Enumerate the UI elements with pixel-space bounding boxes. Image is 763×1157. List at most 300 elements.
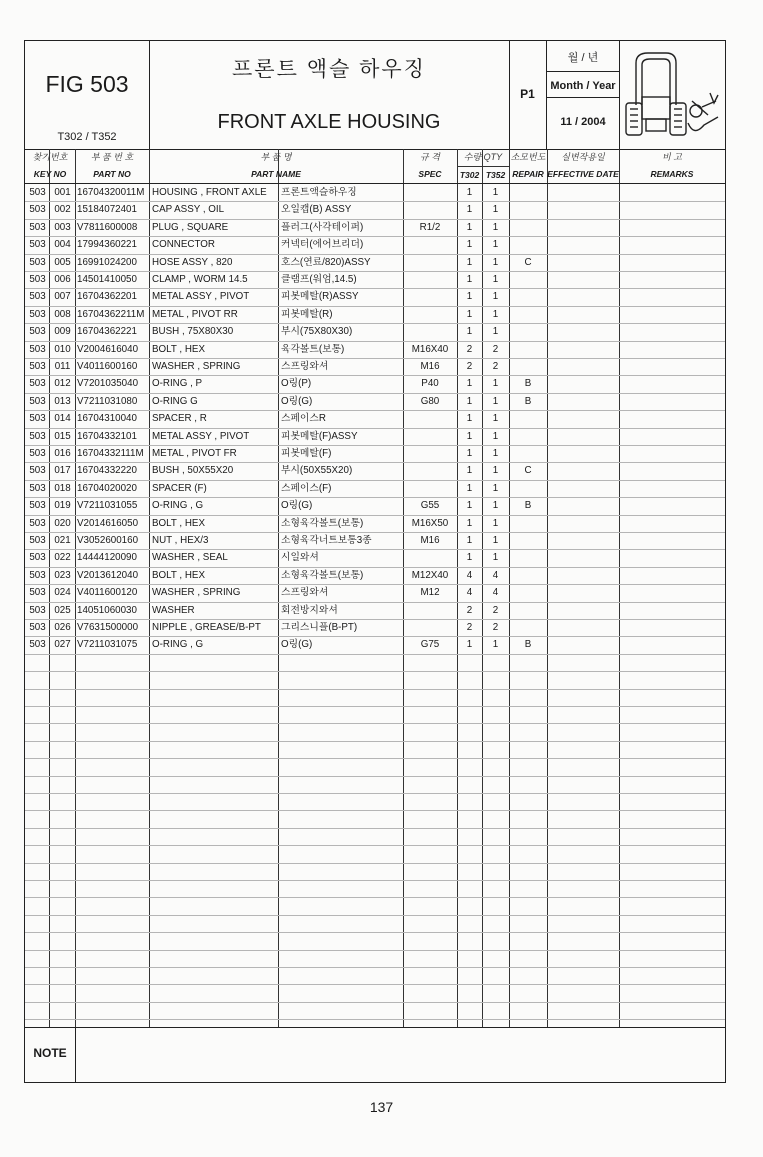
cell-name-en: METAL , PIVOT FR [152,448,237,459]
table-row [25,897,725,915]
cell-part: V7811600008 [77,221,138,233]
title-english: FRONT AXLE HOUSING [217,111,441,133]
cell-name-en: CAP ASSY , OIL [152,204,225,216]
note-label: NOTE [33,1046,67,1060]
cell-q1: 2 [466,604,473,616]
cell-q1: 1 [466,482,473,494]
cell-part: V7211031075 [77,639,138,651]
cell-spec: M16X40 [411,343,449,355]
cell-repair [509,584,547,601]
cell-key: 026 [54,622,71,633]
cell-fig: 503 [29,204,46,216]
cell-name-en: O-RING , G [152,500,204,512]
cell-name-ko: O링(G) [281,500,313,512]
cell-part: V7631500000 [77,622,139,633]
cell-q2: 2 [492,361,499,372]
cell-name-ko: O링(G) [281,639,313,651]
col-key-ko: 찾기번호 [32,152,68,162]
note-area [25,1027,725,1084]
cell-q2: 1 [492,482,499,494]
cell-name-en: METAL ASSY , PIVOT [152,430,250,442]
cell-q2: 1 [492,639,499,651]
table-row [25,950,725,968]
col-t302: T302 [457,166,482,184]
cell-fig: 503 [29,482,46,494]
cell-name-ko: 피봇메탈(R)ASSY [281,291,359,303]
cell-name-ko: 스페이스R [281,413,326,425]
cell-name-ko: 피봇메탈(R) [281,308,333,320]
table-row [25,706,725,724]
cell-spec: P40 [421,378,439,390]
cell-q2: 2 [492,604,499,616]
cell-q1: 1 [466,204,473,216]
col-eff: EFFECTIVE DATE [547,169,619,179]
parts-sheet [24,40,726,1083]
cell-spec [403,445,457,462]
cell-part: 17994360221 [77,239,137,251]
cell-q1: 4 [466,569,473,581]
cell-part: 16704362221 [77,326,137,338]
cell-q1: 1 [466,326,473,338]
cell-fig: 503 [29,535,46,546]
cell-key: 003 [54,221,71,233]
cell-part: 16704362201 [77,291,137,303]
cell-q2: 1 [492,465,499,477]
table-row [25,306,725,324]
cell-q2: 4 [492,569,499,581]
cell-key: 005 [54,256,71,268]
cell-name-en: BOLT , HEX [152,343,205,355]
col-eff-ko: 실변작용일 [561,152,605,162]
table-row [25,288,725,306]
cell-q2: 1 [492,308,499,320]
cell-name-en: WASHER , SPRING [152,587,241,599]
page-code: P1 [520,87,535,101]
table-row [25,845,725,863]
cell-name-en: BOLT , HEX [152,517,205,529]
cell-repair [509,619,547,636]
col-remarks-ko: 비 고 [662,152,682,162]
table-row [25,497,725,515]
cell-repair [509,567,547,584]
table-row [25,184,725,202]
cell-key: 011 [54,361,71,372]
cell-spec: M16 [420,361,440,372]
cell-spec [403,480,457,497]
page-number: 137 [369,1099,394,1115]
cell-fig: 503 [29,517,46,529]
cell-repair: C [524,256,532,268]
table-row [25,619,725,637]
cell-spec [403,428,457,445]
cell-name-en: SPACER (F) [152,482,207,494]
table-row [25,828,725,846]
col-remarks: REMARKS [650,169,694,179]
cell-name-en: BUSH , 75X80X30 [152,326,234,338]
cell-spec: M16 [420,535,440,546]
cell-q1: 1 [466,430,473,442]
cell-key: 021 [54,535,71,546]
cell-name-en: HOSE ASSY , 820 [152,256,233,268]
cell-part: 16704332220 [77,465,137,477]
cell-name-en: PLUG , SQUARE [152,221,229,233]
cell-fig: 503 [29,361,46,372]
cell-part: 16704362211M [77,308,145,320]
cell-q2: 1 [492,326,499,338]
cell-name-ko: 소형육각너트보통3종 [281,535,372,546]
cell-repair [509,428,547,445]
cell-fig: 503 [29,239,46,251]
col-repair-ko: 소모번도 [510,152,546,162]
cell-spec [403,306,457,323]
col-part-ko: 부 품 번 호 [90,152,134,162]
cell-spec [403,549,457,566]
cell-repair [509,288,547,305]
cell-q1: 1 [466,552,473,564]
table-row [25,219,725,237]
cell-part: V3052600160 [77,535,139,546]
cell-spec [403,254,457,271]
cell-part: 14501410050 [77,274,137,285]
cell-q1: 1 [466,378,473,390]
table-row [25,567,725,585]
cell-part: V2013612040 [77,569,139,581]
cell-name-en: WASHER [152,604,195,616]
cell-key: 019 [54,500,71,512]
cell-spec [403,201,457,218]
table-row [25,271,725,289]
cell-repair [509,219,547,236]
cell-key: 006 [54,274,71,285]
cell-q2: 1 [492,378,499,390]
cell-part: V7211031055 [77,500,138,512]
cell-name-en: METAL ASSY , PIVOT [152,291,250,303]
cell-name-ko: 스프링와셔 [281,587,329,599]
cell-name-ko: 클램프(워엄,14.5) [281,274,357,285]
cell-name-en: BUSH , 50X55X20 [152,465,234,477]
cell-key: 014 [54,413,71,425]
cell-fig: 503 [29,221,46,233]
table-row [25,810,725,828]
cell-key: 027 [54,639,71,651]
cell-key: 023 [54,569,71,581]
col-repair: REPAIR [512,169,544,179]
cell-name-ko: 피봇메탈(F)ASSY [281,430,358,442]
cell-fig: 503 [29,326,46,338]
cell-fig: 503 [29,552,46,564]
cell-name-ko: 프론트액슬하우징 [281,187,357,198]
table-row [25,932,725,950]
cell-spec: G55 [420,500,440,512]
cell-q2: 1 [492,448,499,459]
cell-repair [509,306,547,323]
cell-part: 16991024200 [77,256,137,268]
cell-part: 16704020020 [77,482,137,494]
cell-repair [509,602,547,619]
cell-fig: 503 [29,395,46,407]
cell-q2: 1 [492,517,499,529]
cell-part: 14051060030 [77,604,137,616]
cell-q1: 1 [466,448,473,459]
cell-part: 16704332111M [77,448,144,459]
cell-name-en: METAL , PIVOT RR [152,308,238,320]
cell-repair [509,201,547,218]
table-row [25,393,725,411]
table-row [25,480,725,498]
cell-part: V7211031080 [77,395,138,407]
cell-repair [509,410,547,427]
cell-q2: 2 [492,343,499,355]
cell-q1: 1 [466,187,473,198]
table-row [25,636,725,654]
cell-name-en: SPACER , R [152,413,207,425]
cell-repair [509,480,547,497]
cell-key: 025 [54,604,71,616]
cell-repair: B [524,639,532,651]
cell-spec [403,271,457,288]
title-korean: 프론트 액슬 하우징 [232,58,426,81]
table-row [25,201,725,219]
cell-q1: 1 [466,517,473,529]
table-row [25,602,725,620]
cell-q2: 2 [492,622,499,633]
cell-name-ko: 스페이스(F) [281,482,332,494]
table-row [25,462,725,480]
cell-q2: 1 [492,239,499,251]
cell-repair [509,323,547,340]
cell-key: 022 [54,552,71,564]
cell-fig: 503 [29,465,46,477]
cell-q2: 1 [492,256,499,268]
cell-key: 004 [54,239,71,251]
table-row [25,375,725,393]
cell-name-ko: 소형육각볼트(보통) [281,569,364,581]
col-key: KEY NO [33,169,67,179]
table-row [25,793,725,811]
cell-name-ko: O링(P) [281,378,312,390]
cell-fig: 503 [29,308,46,320]
cell-key: 016 [54,448,71,459]
cell-name-en: WASHER , SEAL [152,552,228,564]
cell-q2: 1 [492,395,499,407]
cell-spec [403,288,457,305]
cell-q2: 1 [492,430,499,442]
cell-part: V2004616040 [77,343,139,355]
cell-q1: 1 [466,256,473,268]
col-name: PART NAME [251,169,301,179]
cell-fig: 503 [29,604,46,616]
cell-q1: 1 [466,500,473,512]
cell-spec: M12X40 [411,569,449,581]
table-row [25,428,725,446]
month-year-label: Month / Year [550,80,616,92]
cell-part: 16704310040 [77,413,137,425]
cell-part: 16704332101 [77,430,137,442]
cell-part: 14444120090 [77,552,137,564]
cell-repair [509,236,547,253]
cell-q2: 1 [492,500,499,512]
cell-key: 018 [54,482,71,494]
table-row [25,915,725,933]
cell-part: V7201035040 [77,378,139,390]
cell-name-ko: O링(G) [281,395,313,407]
table-row [25,584,725,602]
cell-repair [509,532,547,549]
cell-name-en: O-RING G [152,395,198,407]
table-row [25,515,725,533]
cell-name-ko: 커넥터(에어브리더) [281,239,364,251]
cell-repair: B [524,500,532,512]
table-row [25,984,725,1002]
cell-part: 15184072401 [77,204,137,216]
cell-repair [509,341,547,358]
cell-q2: 1 [492,204,499,216]
cell-q1: 1 [466,221,473,233]
cell-name-ko: 그리스니플(B-PT) [281,622,358,633]
cell-repair [509,271,547,288]
cell-part: V2014616050 [77,517,139,529]
col-qty-ko: 수량 QTY [463,152,503,162]
cell-repair: B [524,395,532,407]
cell-name-ko: 플러그(사각테이퍼) [281,221,364,233]
table-row [25,358,725,376]
column-header-english [25,166,725,184]
cell-name-ko: 부시(50X55X20) [281,465,353,477]
tractor-illustration-icon [622,45,722,143]
cell-spec [403,410,457,427]
cell-repair [509,549,547,566]
cell-key: 024 [54,587,71,599]
cell-name-en: HOUSING , FRONT AXLE [152,187,267,198]
cell-fig: 503 [29,500,46,512]
table-row [25,341,725,359]
cell-fig: 503 [29,639,46,651]
cell-name-ko: 회전방지와셔 [281,604,338,616]
cell-key: 015 [54,430,71,442]
cell-fig: 503 [29,256,46,268]
cell-q1: 1 [466,535,473,546]
table-row [25,654,725,672]
cell-spec: G75 [420,639,440,651]
cell-repair: B [524,378,532,390]
cell-fig: 503 [29,274,46,285]
cell-name-en: WASHER , SPRING [152,361,241,372]
cell-key: 009 [54,326,71,338]
cell-q1: 1 [466,308,473,320]
cell-repair: C [524,465,532,477]
cell-repair [509,445,547,462]
cell-repair [509,515,547,532]
figure-number: FIG 503 [45,71,129,97]
cell-fig: 503 [29,413,46,425]
table-row [25,880,725,898]
cell-fig: 503 [29,187,46,198]
cell-spec: G80 [420,395,440,407]
model-list: T302 / T352 [57,131,117,143]
col-part: PART NO [93,169,131,179]
cell-q2: 1 [492,291,499,303]
cell-spec [403,236,457,253]
table-row [25,723,725,741]
cell-q1: 1 [466,395,473,407]
table-row [25,863,725,881]
cell-q2: 1 [492,274,499,285]
cell-part: 16704320011M [77,187,145,198]
cell-spec [403,602,457,619]
cell-name-en: NUT , HEX/3 [152,535,209,546]
cell-part: V4011600120 [77,587,138,599]
cell-spec [403,619,457,636]
cell-fig: 503 [29,291,46,303]
cell-fig: 503 [29,430,46,442]
table-row [25,671,725,689]
cell-q2: 1 [492,413,499,425]
cell-spec [403,462,457,479]
cell-q2: 1 [492,187,499,198]
cell-spec [403,323,457,340]
cell-fig: 503 [29,622,46,633]
revision-date: 11 / 2004 [560,116,606,128]
cell-fig: 503 [29,378,46,390]
cell-name-ko: 소형육각볼트(보통) [281,517,364,529]
cell-repair [509,358,547,375]
cell-name-ko: 피봇메탈(F) [281,448,332,459]
table-row [25,532,725,550]
cell-spec [403,184,457,201]
cell-name-ko: 부시(75X80X30) [281,326,353,338]
cell-key: 002 [54,204,71,216]
cell-name-en: CLAMP , WORM 14.5 [152,274,248,285]
cell-key: 010 [54,343,71,355]
col-name-ko: 부 품 명 [260,152,292,162]
table-row [25,445,725,463]
cell-key: 008 [54,308,71,320]
cell-name-ko: 스프링와셔 [281,361,329,372]
table-row [25,967,725,985]
cell-key: 017 [54,465,71,477]
cell-name-ko: 오일캡(B) ASSY [281,204,352,216]
cell-spec: R1/2 [419,221,441,233]
table-row [25,254,725,272]
cell-q1: 2 [466,361,473,372]
cell-part: V4011600160 [77,361,138,372]
cell-q1: 1 [466,639,473,651]
table-row [25,758,725,776]
cell-q1: 1 [466,413,473,425]
cell-key: 001 [54,187,71,198]
table-row [25,410,725,428]
table-row [25,1002,725,1020]
cell-q1: 1 [466,465,473,477]
cell-q1: 2 [466,622,473,633]
cell-q1: 1 [466,274,473,285]
cell-name-ko: 육각볼트(보통) [281,343,345,355]
cell-name-en: O-RING , G [152,639,204,651]
cell-q2: 1 [492,535,499,546]
cell-name-ko: 호스(연료/820)ASSY [281,256,371,268]
table-row [25,689,725,707]
cell-key: 012 [54,378,71,390]
cell-name-en: NIPPLE , GREASE/B-PT [152,622,261,633]
table-row [25,236,725,254]
sheet-header [25,41,725,150]
cell-spec: M12 [420,587,440,599]
cell-q1: 2 [466,343,473,355]
cell-fig: 503 [29,343,46,355]
cell-repair [509,184,547,201]
cell-spec: M16X50 [411,517,449,529]
cell-key: 007 [54,291,71,303]
